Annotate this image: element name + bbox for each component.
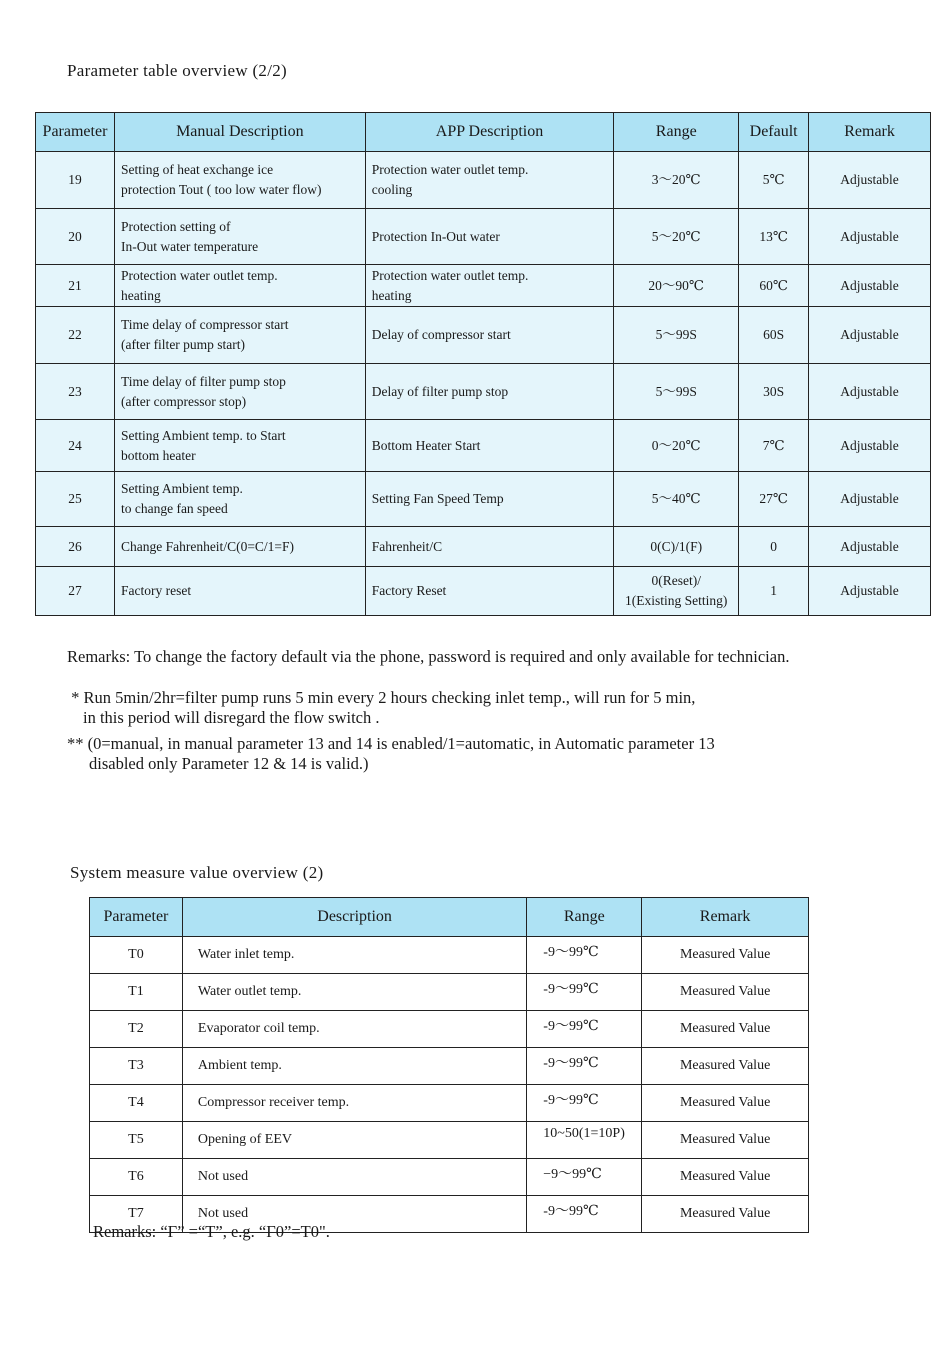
table-row <box>36 152 931 209</box>
measure-table <box>89 897 809 1233</box>
default-cell: 13℃ <box>739 209 809 265</box>
table-row <box>36 527 931 567</box>
app-description-line: Delay of compressor start <box>371 327 511 342</box>
remark-cell: Adjustable <box>809 307 931 364</box>
parameter-cell: 19 <box>36 152 115 209</box>
header-remark: Remark <box>809 113 931 152</box>
range-cell: -9～99℃ <box>527 1048 642 1085</box>
remark-cell: Measured Value <box>642 974 809 1011</box>
parameter-cell: 27 <box>36 567 115 616</box>
app-description-line: Factory Reset <box>371 583 447 598</box>
range-cell: -9～99℃ <box>527 1011 642 1048</box>
remark-cell: Adjustable <box>809 567 931 616</box>
range-line: 5～20℃ <box>651 228 701 244</box>
default-cell: 1 <box>739 567 809 616</box>
app-description-cell <box>365 307 614 364</box>
manual-description-line: In-Out water temperature <box>120 238 259 254</box>
table-row <box>90 1085 809 1122</box>
parameter-cell: T5 <box>90 1122 183 1159</box>
parameter-cell: 22 <box>36 307 115 364</box>
manual-description-line: Setting of heat exchange ice <box>120 162 274 177</box>
remark-cell: Measured Value <box>642 1196 809 1233</box>
manual-description-line: (after filter pump start) <box>120 337 246 352</box>
remark-star-1-line-2: in this period will disregard the flow switch . <box>83 708 380 727</box>
measure-table-header <box>90 898 809 937</box>
table-row <box>90 974 809 1011</box>
manual-description-line: Protection water outlet temp. <box>120 267 278 283</box>
header-manual-description: Manual Description <box>114 113 365 152</box>
range-line: 5～99S <box>655 327 697 342</box>
manual-description-cell <box>114 152 365 209</box>
app-description-line: Protection water outlet temp. <box>371 267 529 283</box>
manual-description-cell <box>114 265 365 307</box>
parameter-cell: T0 <box>90 937 183 974</box>
manual-description-cell <box>114 420 365 472</box>
range-line: 3～20℃ <box>651 172 701 187</box>
header-description: Description <box>182 898 526 937</box>
description-cell: Not used <box>182 1196 526 1233</box>
remark-star-1-line-1: * Run 5min/2hr=filter pump runs 5 min every 2 hours checking inlet temp., will run for 5 min, <box>67 688 696 707</box>
parameter-cell: T3 <box>90 1048 183 1085</box>
range-line: 1(Existing Setting) <box>625 593 728 608</box>
parameter-cell: T6 <box>90 1159 183 1196</box>
remark-cell: Measured Value <box>642 1011 809 1048</box>
app-description-line: Fahrenheit/C <box>371 538 443 554</box>
table-row <box>90 1159 809 1196</box>
header-parameter: Parameter <box>36 113 115 152</box>
default-cell: 60S <box>739 307 809 364</box>
remark-cell: Measured Value <box>642 1048 809 1085</box>
remark-cell: Adjustable <box>809 527 931 567</box>
range-cell: 10~50(1=10P) <box>527 1122 642 1159</box>
manual-description-line: bottom heater <box>120 447 196 463</box>
app-description-line: Protection In-Out water <box>371 228 500 244</box>
manual-description-cell <box>114 307 365 364</box>
app-description-line: Protection water outlet temp. <box>371 162 529 177</box>
range-cell <box>614 364 739 420</box>
range-line: 5～40℃ <box>651 491 701 506</box>
range-line: 5～99S <box>655 383 697 399</box>
app-description-cell <box>365 364 614 420</box>
range-cell: -9～99℃ <box>527 974 642 1011</box>
header-parameter: Parameter <box>90 898 183 937</box>
table-row <box>90 1011 809 1048</box>
app-description-cell <box>365 420 614 472</box>
manual-description-cell <box>114 209 365 265</box>
remark-cell: Adjustable <box>809 209 931 265</box>
remark-cell: Adjustable <box>809 265 931 307</box>
app-description-cell <box>365 472 614 527</box>
app-description-cell <box>365 567 614 616</box>
range-cell: -9～99℃ <box>527 1196 642 1233</box>
header-remark: Remark <box>642 898 809 937</box>
range-line: 20～90℃ <box>648 277 705 293</box>
remark-star-2-line-2: disabled only Parameter 12 & 14 is valid.) <box>89 754 369 773</box>
description-cell: Water outlet temp. <box>182 974 526 1011</box>
remark-star-2-line-1: ** (0=manual, in manual parameter 13 and 14 is enabled/1=automatic, in Automatic parameter 13 <box>67 734 715 753</box>
app-description-cell <box>365 527 614 567</box>
table-row <box>36 472 931 527</box>
remark-star-1 <box>67 688 695 728</box>
remark-cell: Adjustable <box>809 420 931 472</box>
range-cell: -9～99℃ <box>527 1085 642 1122</box>
app-description-line: Bottom Heater Start <box>371 437 481 453</box>
header-range: Range <box>614 113 739 152</box>
range-cell <box>614 472 739 527</box>
header-range: Range <box>527 898 642 937</box>
description-cell: Compressor receiver temp. <box>182 1085 526 1122</box>
parameter-cell: T4 <box>90 1085 183 1122</box>
description-cell: Evaporator coil temp. <box>182 1011 526 1048</box>
manual-description-cell <box>114 472 365 527</box>
default-cell: 30S <box>739 364 809 420</box>
parameter-cell: 24 <box>36 420 115 472</box>
manual-description-line: Time delay of compressor start <box>120 317 289 332</box>
manual-description-cell <box>114 527 365 567</box>
default-cell: 0 <box>739 527 809 567</box>
range-line: 0(Reset)/ <box>651 573 701 588</box>
remark-cell: Adjustable <box>809 472 931 527</box>
range-cell <box>614 152 739 209</box>
parameter-cell: 25 <box>36 472 115 527</box>
header-app-description: APP Description <box>365 113 614 152</box>
default-cell: 5℃ <box>739 152 809 209</box>
manual-description-line: Time delay of filter pump stop <box>120 373 286 389</box>
section1-title: Parameter table overview (2/2) <box>67 61 287 80</box>
parameter-cell: T7 <box>90 1196 183 1233</box>
range-cell <box>614 420 739 472</box>
table-row <box>36 265 931 307</box>
default-cell: 60℃ <box>739 265 809 307</box>
app-description-cell <box>365 209 614 265</box>
header-default: Default <box>739 113 809 152</box>
range-line: 0～20℃ <box>651 437 701 453</box>
description-cell: Water inlet temp. <box>182 937 526 974</box>
manual-description-line: Setting Ambient temp. to Start <box>120 427 286 443</box>
table-row <box>36 209 931 265</box>
manual-description-line: heating <box>120 287 161 303</box>
table-row <box>36 364 931 420</box>
app-description-line: heating <box>371 287 412 303</box>
manual-description-line: protection Tout ( too low water flow) <box>120 182 322 197</box>
remark-star-2 <box>67 734 715 774</box>
default-cell: 27℃ <box>739 472 809 527</box>
manual-description-cell <box>114 567 365 616</box>
manual-description-line: Factory reset <box>120 583 192 598</box>
parameter-cell: 20 <box>36 209 115 265</box>
description-cell: Opening of EEV <box>182 1122 526 1159</box>
app-description-line: Setting Fan Speed Temp <box>371 491 504 506</box>
app-description-line: Delay of filter pump stop <box>371 383 509 399</box>
table-row <box>36 567 931 616</box>
parameter-cell: 21 <box>36 265 115 307</box>
default-cell: 7℃ <box>739 420 809 472</box>
manual-description-line: Setting Ambient temp. <box>120 481 243 496</box>
manual-description-cell <box>114 364 365 420</box>
range-cell <box>614 265 739 307</box>
table-row <box>90 1048 809 1085</box>
range-cell: -9～99℃ <box>527 937 642 974</box>
range-line: 0(C)/1(F) <box>650 538 703 554</box>
parameter-table-header <box>36 113 931 152</box>
parameter-cell: T2 <box>90 1011 183 1048</box>
manual-description-line: to change fan speed <box>120 501 228 516</box>
remark-cell: Measured Value <box>642 937 809 974</box>
app-description-line: cooling <box>371 182 413 197</box>
manual-description-line: Change Fahrenheit/C(0=C/1=F) <box>120 538 295 554</box>
section2-remark: Remarks: “Γ” =“T”, e.g. “Γ0”=T0". <box>93 1222 330 1241</box>
manual-description-line: Protection setting of <box>120 218 231 234</box>
app-description-cell <box>365 265 614 307</box>
remark-cell: Adjustable <box>809 152 931 209</box>
table-row <box>90 1122 809 1159</box>
manual-description-line: (after compressor stop) <box>120 393 247 409</box>
remark-cell: Measured Value <box>642 1122 809 1159</box>
remark-cell: Adjustable <box>809 364 931 420</box>
range-cell <box>614 307 739 364</box>
table-row <box>90 937 809 974</box>
range-cell <box>614 567 739 616</box>
table-row <box>36 420 931 472</box>
parameter-cell: 23 <box>36 364 115 420</box>
range-cell: −9～99℃ <box>527 1159 642 1196</box>
remark-cell: Measured Value <box>642 1159 809 1196</box>
remark-cell: Measured Value <box>642 1085 809 1122</box>
app-description-cell <box>365 152 614 209</box>
parameter-cell: T1 <box>90 974 183 1011</box>
range-cell <box>614 209 739 265</box>
description-cell: Ambient temp. <box>182 1048 526 1085</box>
range-cell <box>614 527 739 567</box>
remarks-main: Remarks: To change the factory default via the phone, password is required and only available for technician. <box>67 647 790 666</box>
parameter-cell: 26 <box>36 527 115 567</box>
section2-title: System measure value overview (2) <box>70 863 324 882</box>
table-row <box>36 307 931 364</box>
parameter-table <box>35 112 931 616</box>
description-cell: Not used <box>182 1159 526 1196</box>
